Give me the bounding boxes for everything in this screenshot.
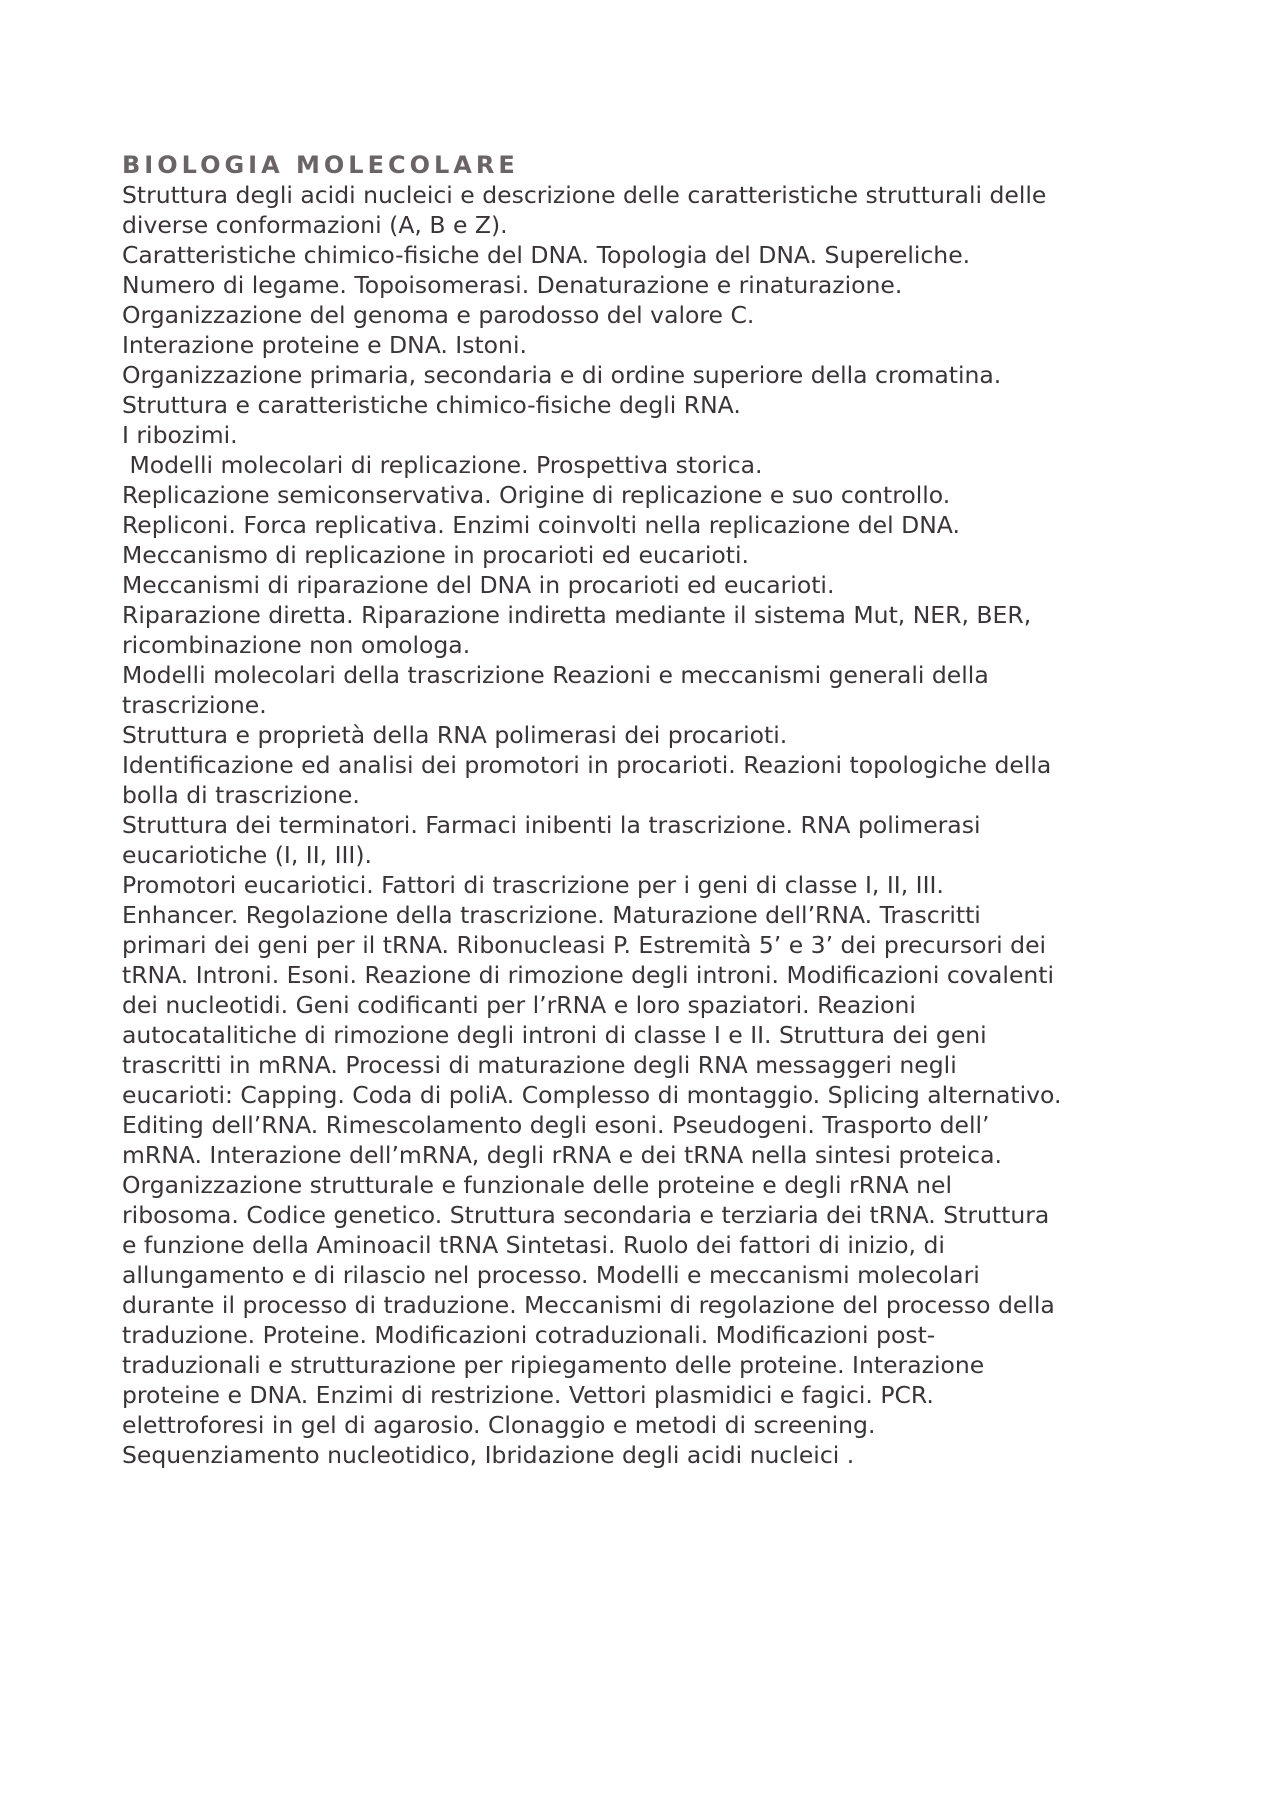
- body-line: Enhancer. Regolazione della trascrizione. Maturazione dell’RNA. Trascritti: [122, 901, 981, 929]
- body-line: I ribozimi.: [122, 421, 238, 449]
- body-line: Modelli molecolari di replicazione. Prospettiva storica.: [122, 451, 763, 479]
- body-line: Editing dell’RNA. Rimescolamento degli esoni. Pseudogeni. Trasporto dell’: [122, 1111, 990, 1139]
- document-body: [122, 180, 1182, 1470]
- document-heading: BIOLOGIA MOLECOLARE: [122, 151, 519, 179]
- body-line: e funzione della Aminoacil tRNA Sintetasi. Ruolo dei fattori di inizio, di: [122, 1231, 945, 1259]
- body-line: Struttura e caratteristiche chimico-fisiche degli RNA.: [122, 391, 741, 419]
- body-line: traduzione. Proteine. Modificazioni cotraduzionali. Modificazioni post-: [122, 1321, 936, 1349]
- body-line: Organizzazione del genoma e parodosso del valore C.: [122, 301, 755, 329]
- body-line: eucarioti: Capping. Coda di poliA. Complesso di montaggio. Splicing alternativo.: [122, 1081, 1062, 1109]
- body-line: autocatalitiche di rimozione degli introni di classe I e II. Struttura dei geni: [122, 1021, 987, 1049]
- body-line: Riparazione diretta. Riparazione indiretta mediante il sistema Mut, NER, BER,: [122, 601, 1032, 629]
- body-line: Sequenziamento nucleotidico, Ibridazione degli acidi nucleici .: [122, 1441, 855, 1469]
- body-line: Struttura e proprietà della RNA polimerasi dei procarioti.: [122, 721, 788, 749]
- body-line: elettroforesi in gel di agarosio. Clonaggio e metodi di screening.: [122, 1411, 876, 1439]
- body-line: Interazione proteine e DNA. Istoni.: [122, 331, 527, 359]
- body-line: Repliconi. Forca replicativa. Enzimi coinvolti nella replicazione del DNA.: [122, 511, 960, 539]
- body-line: durante il processo di traduzione. Meccanismi di regolazione del processo della: [122, 1291, 1055, 1319]
- body-line: Struttura degli acidi nucleici e descrizione delle caratteristiche strutturali delle: [122, 181, 1047, 209]
- body-line: diverse conformazioni (A, B e Z).: [122, 211, 508, 239]
- body-line: Modelli molecolari della trascrizione Reazioni e meccanismi generali della: [122, 661, 989, 689]
- body-line: Replicazione semiconservativa. Origine di replicazione e suo controllo.: [122, 481, 951, 509]
- body-line: eucariotiche (I, II, III).: [122, 841, 372, 869]
- body-line: Organizzazione strutturale e funzionale delle proteine e degli rRNA nel: [122, 1171, 953, 1199]
- body-line: Promotori eucariotici. Fattori di trascrizione per i geni di classe I, II, III.: [122, 871, 944, 899]
- body-line: Meccanismi di riparazione del DNA in procarioti ed eucarioti.: [122, 571, 835, 599]
- body-line: Numero di legame. Topoisomerasi. Denaturazione e rinaturazione.: [122, 271, 903, 299]
- body-line: ricombinazione non omologa.: [122, 631, 471, 659]
- body-line: dei nucleotidi. Geni codificanti per l’rRNA e loro spaziatori. Reazioni: [122, 991, 916, 1019]
- body-line: Caratteristiche chimico-fisiche del DNA. Topologia del DNA. Supereliche.: [122, 241, 971, 269]
- body-line: allungamento e di rilascio nel processo. Modelli e meccanismi molecolari: [122, 1261, 980, 1289]
- body-line: traduzionali e strutturazione per ripiegamento delle proteine. Interazione: [122, 1351, 985, 1379]
- body-line: primari dei geni per il tRNA. Ribonucleasi P. Estremità 5’ e 3’ dei precursori dei: [122, 931, 1047, 959]
- body-line: mRNA. Interazione dell’mRNA, degli rRNA e dei tRNA nella sintesi proteica.: [122, 1141, 1002, 1169]
- body-line: ribosoma. Codice genetico. Struttura secondaria e terziaria dei tRNA. Struttura: [122, 1201, 1050, 1229]
- body-line: Struttura dei terminatori. Farmaci inibenti la trascrizione. RNA polimerasi: [122, 811, 981, 839]
- body-line: tRNA. Introni. Esoni. Reazione di rimozione degli introni. Modificazioni covalenti: [122, 961, 1055, 989]
- body-line: Identificazione ed analisi dei promotori in procarioti. Reazioni topologiche della: [122, 751, 1052, 779]
- body-line: Organizzazione primaria, secondaria e di ordine superiore della cromatina.: [122, 361, 1002, 389]
- body-line: Meccanismo di replicazione in procarioti ed eucarioti.: [122, 541, 749, 569]
- body-line: trascritti in mRNA. Processi di maturazione degli RNA messaggeri negli: [122, 1051, 957, 1079]
- body-line: bolla di trascrizione.: [122, 781, 360, 809]
- document-content: [122, 150, 1182, 1470]
- body-line: trascrizione.: [122, 691, 267, 719]
- body-line: proteine e DNA. Enzimi di restrizione. Vettori plasmidici e fagici. PCR.: [122, 1381, 934, 1409]
